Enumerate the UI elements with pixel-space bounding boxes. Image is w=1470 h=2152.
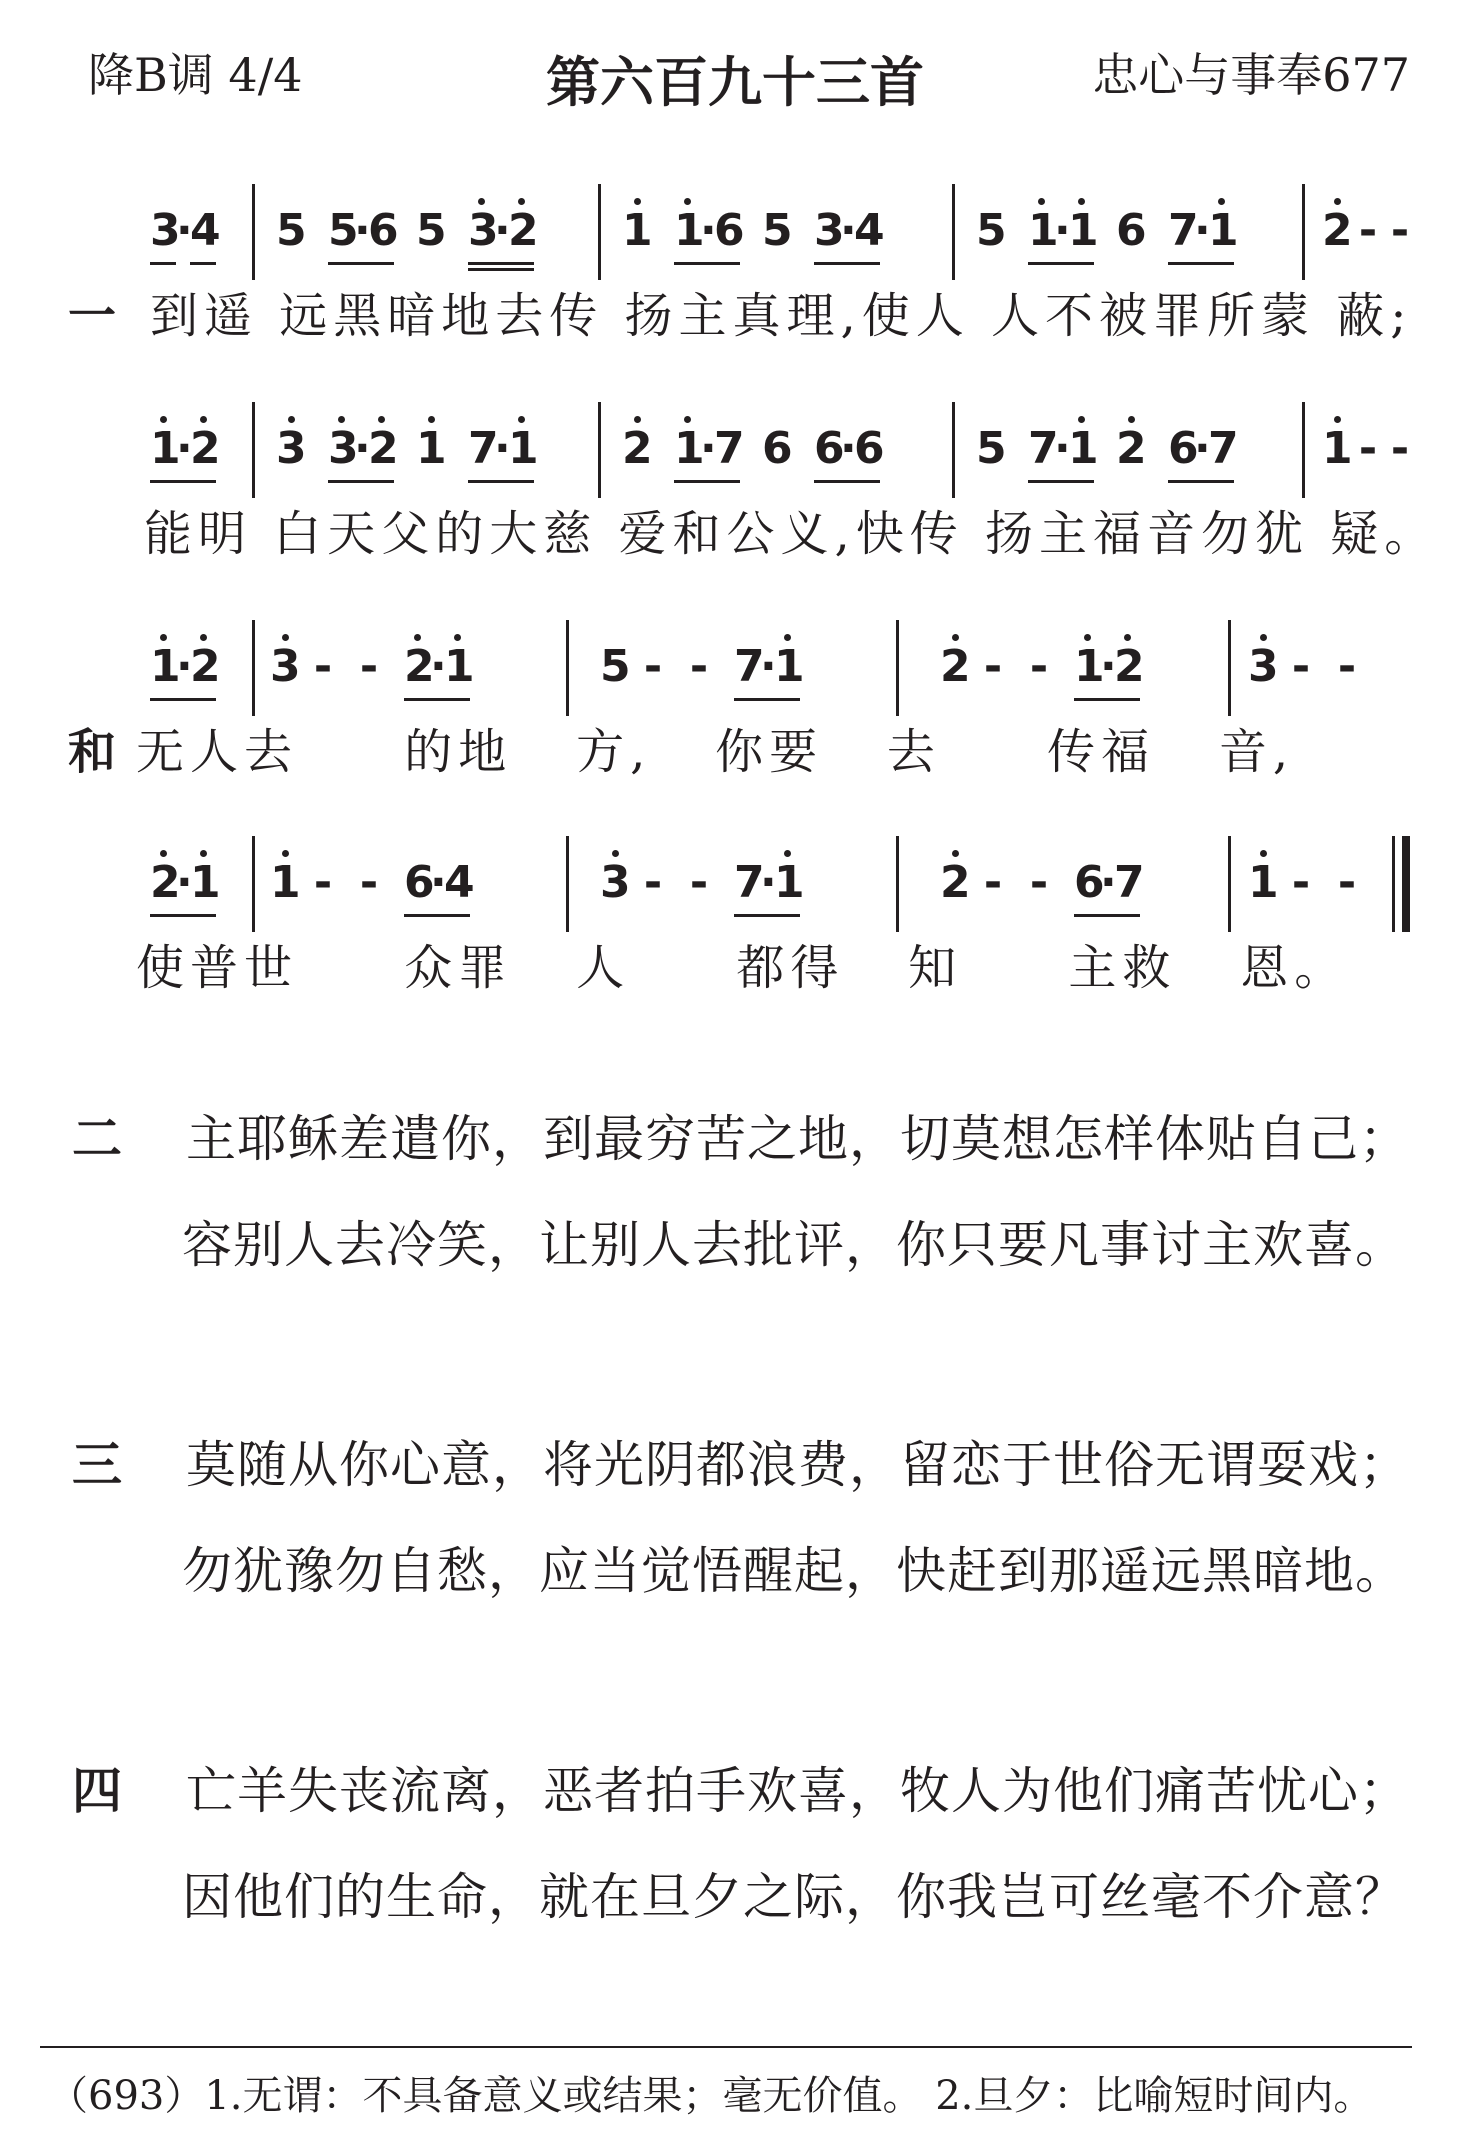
barline: [598, 402, 601, 498]
verse-line: 勿犹豫勿自愁，应当觉悟醒起，快赶到那遥远黑暗地。: [182, 1542, 1406, 1600]
lyrics-line-1: 到遥 远黑暗地去传 扬主真理,使人 人不被罪所蒙 蔽;: [150, 288, 1413, 344]
barline: [252, 184, 255, 280]
verse-line: 莫随从你心意，将光阴都浪费，留恋于世俗无谓耍戏；: [186, 1436, 1410, 1494]
barline: [896, 836, 899, 932]
notation-line-4: 1 - -: [1248, 852, 1370, 914]
notation-line-3: 5 - - 7·1: [600, 636, 800, 698]
notation-line-1: 2 - -: [1322, 200, 1416, 262]
hymn-source: 忠心与事奉677: [1092, 48, 1410, 102]
barline: [1228, 620, 1231, 716]
notation-line-2: 1 - -: [1322, 418, 1416, 480]
barline: [1228, 836, 1231, 932]
notation-line-2: 2 1·7 6 6·6: [622, 418, 880, 480]
barline: [952, 402, 955, 498]
notation-line-2: 1·2: [150, 418, 216, 480]
notation-line-3: 1·2: [150, 636, 216, 698]
lyrics-line-4: 使普世 众罪 人 都得 知 主救 恩。: [136, 940, 1349, 996]
barline: [896, 620, 899, 716]
notation-line-4: 2·1: [150, 852, 216, 914]
barline: [598, 184, 601, 280]
notation-line-4: 1 - - 6·4: [270, 852, 470, 914]
barline: [1302, 402, 1305, 498]
verse-number: 四: [72, 1762, 122, 1820]
footnote: （693）1.无谓：不具备意义或结果；毫无价值。 2.旦夕：比喻短时间内。: [48, 2073, 1374, 2119]
key-signature: 降B调 4/4: [88, 48, 303, 102]
footnote-divider: [40, 2046, 1412, 2048]
lyrics-line-3: 无人去 的地 方, 你要 去 传福 音,: [136, 724, 1295, 780]
notation-line-1: 5 5·6 5 3·2: [276, 200, 534, 262]
notation-line-1: 3·4: [150, 200, 216, 262]
notation-line-4: 3 - - 7·1: [600, 852, 800, 914]
notation-line-3: 3 - -: [1248, 636, 1370, 698]
barline: [252, 836, 255, 932]
verse-number: 三: [72, 1436, 122, 1494]
notation-line-3: 3 - - 2·1: [270, 636, 470, 698]
verse-line: 亡羊失丧流离，恶者拍手欢喜，牧人为他们痛苦忧心；: [186, 1762, 1410, 1820]
barline: [566, 836, 569, 932]
music-system-4: [0, 852, 1470, 996]
barline: [252, 620, 255, 716]
verse-line: 因他们的生命，就在旦夕之际，你我岂可丝毫不介意？: [182, 1868, 1406, 1926]
final-barline-thin: [1392, 836, 1395, 932]
verse-line: 容别人去冷笑，让别人去批评，你只要凡事讨主欢喜。: [182, 1216, 1406, 1274]
verse-number-1: 一: [68, 288, 117, 344]
final-barline-thick: [1402, 836, 1410, 932]
verse-line: 主耶稣差遣你，到最穷苦之地，切莫想怎样体贴自己；: [186, 1110, 1410, 1168]
barline: [1302, 184, 1305, 280]
music-system-1: [0, 200, 1470, 344]
notation-line-1: 1 1·6 5 3·4: [622, 200, 880, 262]
barline: [952, 184, 955, 280]
notation-line-4: 2 - - 6·7: [940, 852, 1140, 914]
hymn-title: 第六百九十三首: [546, 51, 924, 114]
barline: [566, 620, 569, 716]
notation-line-3: 2 - - 1·2: [940, 636, 1140, 698]
notation-line-2: 3 3·2 1 7·1: [276, 418, 534, 480]
notation-line-2: 5 7·1 2 6·7: [976, 418, 1234, 480]
music-system-2: [0, 418, 1470, 562]
chorus-label: 和: [68, 724, 117, 780]
lyrics-line-2: 能明 白天父的大慈 爱和公义,快传 扬主福音勿犹 疑。: [144, 506, 1439, 562]
notation-line-1: 5 1·1 6 7·1: [976, 200, 1234, 262]
barline: [252, 402, 255, 498]
music-system-3: [0, 636, 1470, 780]
verse-number: 二: [72, 1110, 122, 1168]
